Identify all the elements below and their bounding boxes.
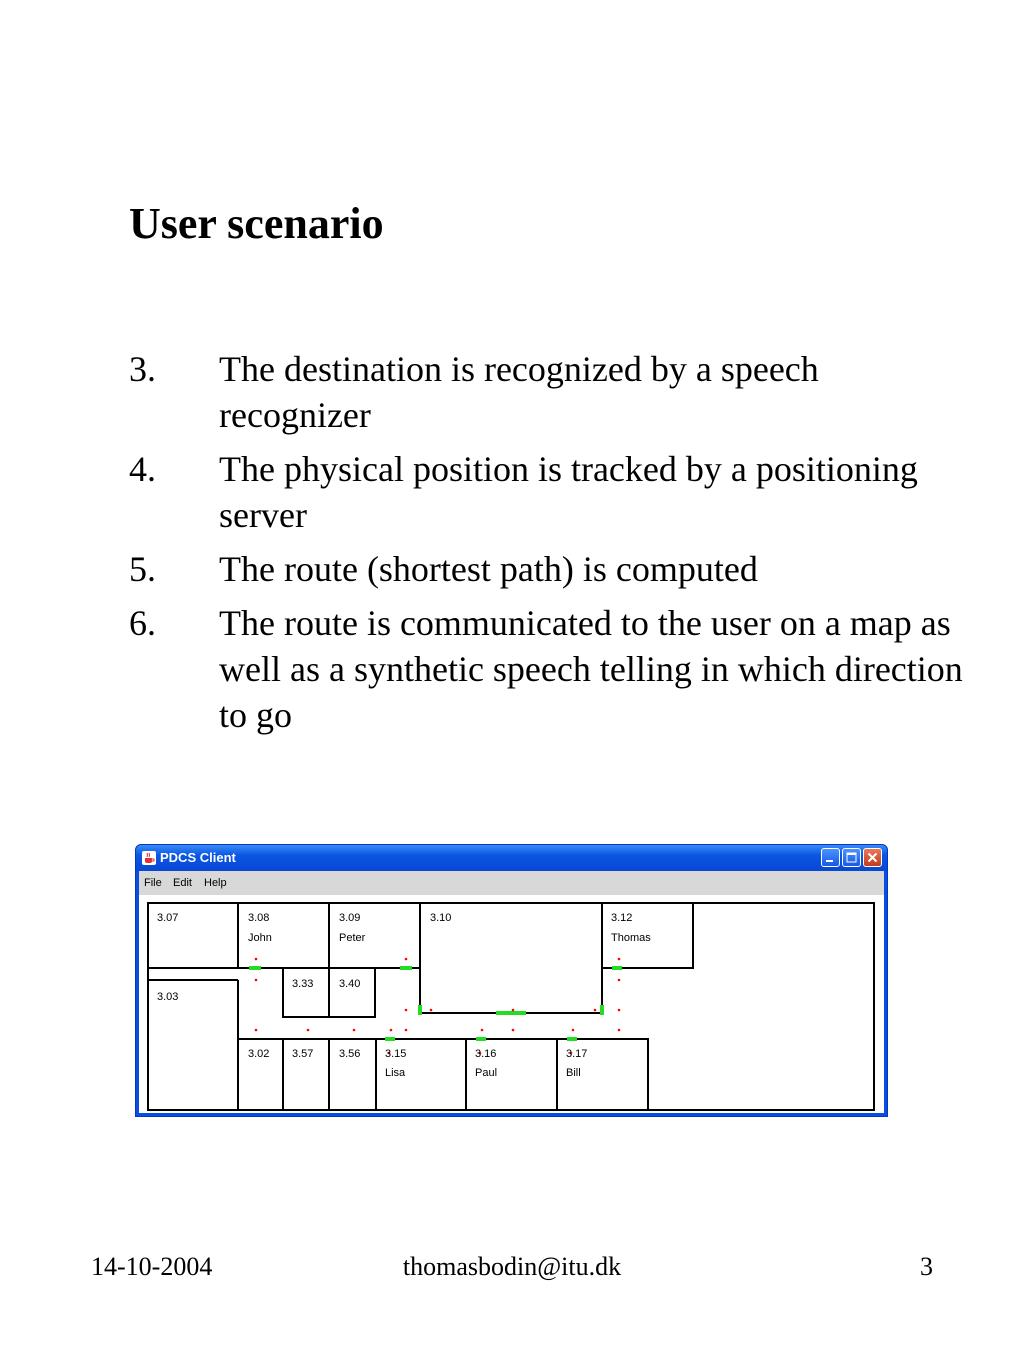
room-number: 3.17 xyxy=(566,1048,588,1060)
footer-email: thomasbodin@itu.dk xyxy=(402,1252,622,1281)
list-item xyxy=(129,446,969,538)
room-number: 3.12 xyxy=(611,912,633,924)
room-occupant: Peter xyxy=(339,932,366,944)
page-number: 3 xyxy=(920,1252,933,1281)
close-icon xyxy=(864,849,881,866)
room-occupant: Bill xyxy=(566,1067,581,1079)
item-text: The destination is recognized by a speech recognizer xyxy=(219,349,819,435)
java-cup-icon[interactable] xyxy=(141,850,157,866)
maximize-icon xyxy=(843,849,860,866)
window-title: PDCS Client xyxy=(160,850,236,865)
room-number: 3.16 xyxy=(475,1048,497,1060)
minimize-button[interactable] xyxy=(821,848,840,867)
room-occupant: John xyxy=(248,932,272,944)
room-number: 3.07 xyxy=(157,912,179,924)
room-number: 3.57 xyxy=(292,1048,314,1060)
floor-map[interactable] xyxy=(139,895,884,1113)
list-item xyxy=(129,546,969,592)
item-text: The route (shortest path) is computed xyxy=(219,549,758,589)
minimize-icon xyxy=(822,849,839,866)
room-occupant: Paul xyxy=(475,1067,498,1079)
room-occupant: Lisa xyxy=(385,1067,406,1079)
list-item xyxy=(129,600,969,738)
maximize-button[interactable] xyxy=(842,848,861,867)
menu-help[interactable]: Help xyxy=(204,877,227,889)
item-number: 5. xyxy=(129,549,156,589)
item-number: 6. xyxy=(129,603,156,643)
floorplan-panel xyxy=(139,895,884,1113)
room-number: 3.08 xyxy=(248,912,270,924)
room-number: 3.09 xyxy=(339,912,361,924)
room-number: 3.56 xyxy=(339,1048,361,1060)
room-occupant: Thomas xyxy=(611,932,651,944)
item-number: 4. xyxy=(129,449,156,489)
item-number: 3. xyxy=(129,349,156,389)
menu-file[interactable]: File xyxy=(144,877,162,889)
menu-edit[interactable]: Edit xyxy=(173,877,192,889)
slide-title: User scenario xyxy=(129,199,384,248)
room-labels xyxy=(157,912,651,1079)
close-button[interactable] xyxy=(863,848,882,867)
bullet-list xyxy=(129,346,969,746)
item-text: The route is communicated to the user on a map as well as a synthetic speech telling in which direction to go xyxy=(219,603,963,735)
room-number: 3.15 xyxy=(385,1048,407,1060)
room-number: 3.03 xyxy=(157,991,179,1003)
room-number: 3.33 xyxy=(292,978,314,990)
window-titlebar[interactable] xyxy=(136,845,887,871)
menu-bar xyxy=(139,871,884,895)
room-number: 3.10 xyxy=(430,912,452,924)
item-text: The physical position is tracked by a positioning server xyxy=(219,449,918,535)
room-number: 3.02 xyxy=(248,1048,270,1060)
footer-date: 14-10-2004 xyxy=(91,1252,213,1281)
room-number: 3.40 xyxy=(339,978,361,990)
list-item xyxy=(129,346,969,438)
pdcs-client-window xyxy=(135,844,888,1117)
